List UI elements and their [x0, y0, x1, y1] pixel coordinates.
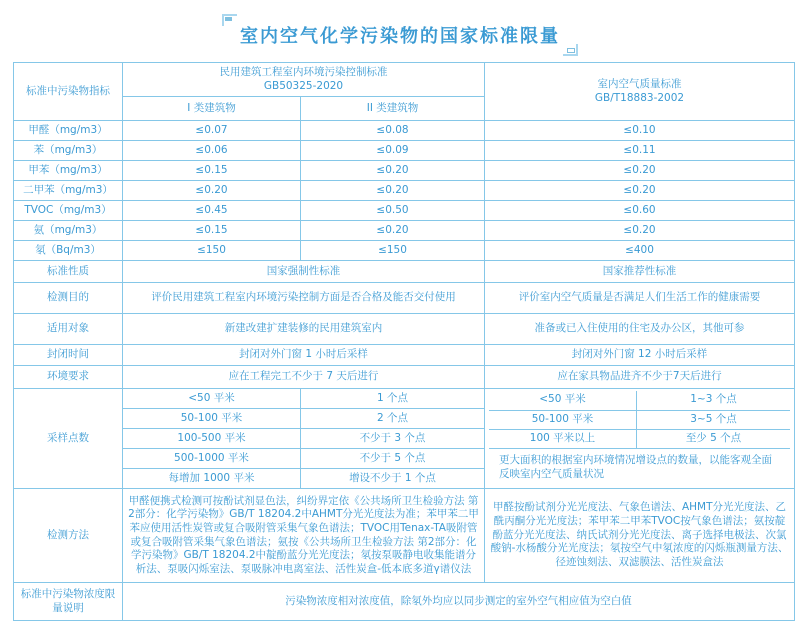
- class2-limit: ≤0.50: [301, 201, 485, 221]
- pollutant-row-xylene: [14, 181, 795, 201]
- gb-area: <50 平米: [123, 389, 301, 409]
- gb-area: 每增加 1000 平米: [123, 469, 301, 489]
- gbt-limit: ≤0.11: [485, 141, 795, 161]
- class1-limit: ≤0.15: [123, 221, 301, 241]
- class1-limit: ≤0.20: [123, 181, 301, 201]
- attribute-row-purpose: [14, 283, 795, 314]
- gbt-limit: ≤400: [485, 241, 795, 261]
- gbt18883-title: 室内空气质量标准: [597, 77, 682, 90]
- class2-limit: ≤0.20: [301, 221, 485, 241]
- gbt-points: 3~5 个点: [636, 410, 790, 429]
- gbt-value: 封闭对外门窗 12 小时后采样: [485, 345, 795, 366]
- attribute-label: 标准性质: [14, 261, 123, 283]
- attribute-row-closure: [14, 345, 795, 366]
- title-corner-bottomright-icon: [563, 44, 578, 56]
- header-indicator-cell: 标准中污染物指标: [14, 63, 123, 121]
- title-corner-topleft-icon: [222, 14, 237, 26]
- pollutant-name: TVOC（mg/m3）: [14, 201, 123, 221]
- pollutant-name: 苯（mg/m3）: [14, 141, 123, 161]
- header-gb50325-cell: [123, 63, 485, 97]
- sampling-label: 采样点数: [14, 389, 123, 489]
- gbt-points: 至少 5 个点: [636, 429, 790, 448]
- limit-note-row: [14, 583, 795, 621]
- class1-limit: ≤0.45: [123, 201, 301, 221]
- gbt-sampling-row: [489, 391, 790, 410]
- attribute-row-nature: [14, 261, 795, 283]
- title-block: [224, 14, 576, 56]
- limit-note-text: 污染物浓度相对浓度值，除氡外均应以同步测定的室外空气相应值为空白值: [123, 583, 795, 621]
- pollutant-name: 氡（Bq/m3）: [14, 241, 123, 261]
- gbt-limit: ≤0.60: [485, 201, 795, 221]
- gb-points: 1 个点: [301, 389, 485, 409]
- header-class2-cell: II 类建筑物: [301, 97, 485, 121]
- gbt-sampling-cell: [485, 389, 795, 489]
- class2-limit: ≤0.08: [301, 121, 485, 141]
- gb-points: 2 个点: [301, 409, 485, 429]
- pollutant-name: 氨（mg/m3）: [14, 221, 123, 241]
- methods-row: [14, 489, 795, 583]
- pollutant-row-ammonia: [14, 221, 795, 241]
- class1-limit: ≤0.06: [123, 141, 301, 161]
- class1-limit: ≤0.07: [123, 121, 301, 141]
- class1-limit: ≤150: [123, 241, 301, 261]
- pollutant-row-toluene: [14, 161, 795, 181]
- gbt-points: 1~3 个点: [636, 391, 790, 410]
- pollutant-name: 甲苯（mg/m3）: [14, 161, 123, 181]
- attribute-row-environment: [14, 366, 795, 389]
- attribute-row-target: [14, 314, 795, 345]
- gb-area: 100-500 平米: [123, 429, 301, 449]
- pollutant-row-radon: [14, 241, 795, 261]
- pollutant-row-formaldehyde: [14, 121, 795, 141]
- limit-note-label: 标准中污染物浓度限量说明: [14, 583, 123, 621]
- gb-value: 新建改建扩建装修的民用建筑室内: [123, 314, 485, 345]
- page-title: 室内空气化学污染物的国家标准限量: [240, 26, 560, 47]
- class2-limit: ≤0.20: [301, 161, 485, 181]
- sampling-row: [14, 389, 795, 409]
- gbt-limit: ≤0.20: [485, 161, 795, 181]
- gbt-area: 100 平米以上: [489, 429, 636, 448]
- gbt-sampling-row: [489, 410, 790, 429]
- gbt-value: 应在家具物品进齐不少于7天后进行: [485, 366, 795, 389]
- page-header: [0, 14, 800, 56]
- gb50325-code: GB50325-2020: [263, 79, 344, 92]
- attribute-label: 适用对象: [14, 314, 123, 345]
- attribute-label: 封闭时间: [14, 345, 123, 366]
- gbt-sampling-row: [489, 429, 790, 448]
- class2-limit: ≤0.20: [301, 181, 485, 201]
- gbt-methods-text: 甲醛按酚试剂分光光度法、气象色谱法、AHMT分光光度法、乙酰丙酮分光光度法；苯甲苯二甲苯TVOC按气象色谱法；氨按靛酚蓝分光光度法、纳氏试剂分光光度法、离子选择电极法、次氯酸钠-水杨酸分光光度法；氡按空气中氡浓度的闪烁瓶测量方法、径迹蚀刻法、双滤膜法、活性炭盒法: [485, 489, 795, 583]
- attribute-label: 环境要求: [14, 366, 123, 389]
- gbt-limit: ≤0.20: [485, 181, 795, 201]
- class2-limit: ≤150: [301, 241, 485, 261]
- gb-value: 国家强制性标准: [123, 261, 485, 283]
- gb50325-title: 民用建筑工程室内环境污染控制标准: [219, 65, 388, 78]
- gbt-area: <50 平米: [489, 391, 636, 410]
- gbt18883-code: GB/T18883-2002: [594, 91, 685, 104]
- header-gbt18883-cell: [485, 63, 795, 121]
- gb-points: 不少于 5 个点: [301, 449, 485, 469]
- gbt-value: 评价室内空气质量是否满足人们生活工作的健康需要: [485, 283, 795, 314]
- pollutant-row-tvoc: [14, 201, 795, 221]
- standards-table: [13, 62, 795, 621]
- methods-label: 检测方法: [14, 489, 123, 583]
- gb-methods-text: 甲醛便携式检测可按酚试剂显色法，纠纷界定依《公共场所卫生检验方法 第2部分：化学污染物》GB/T 18204.2中AHMT分光光度法为准；苯甲苯二甲苯应使用活性炭管或复合吸附管采集气象色谱法；TVOC用Tenax-TA吸附管或复合吸附管采集气象色谱法；氨按《公共场所卫生检验方法 第2部分：化学污染物》GB/T 18204.2中靛酚蓝分光光度法；氡按泵吸静电收集能谱分析法、泵吸闪烁室法、泵吸脉冲电离室法、活性炭盒-低本底多道γ谱仪法: [123, 489, 485, 583]
- gbt-sampling-note: 更大面积的根据室内环境情况增设点的数量，以能客观全面反映室内空气质量状况: [499, 454, 772, 481]
- attribute-label: 检测目的: [14, 283, 123, 314]
- gbt-limit: ≤0.10: [485, 121, 795, 141]
- class2-limit: ≤0.09: [301, 141, 485, 161]
- gbt-sampling-note-row: [489, 448, 790, 486]
- gb-value: 封闭对外门窗 1 小时后采样: [123, 345, 485, 366]
- gb-points: 增设不少于 1 个点: [301, 469, 485, 489]
- gbt-area: 50-100 平米: [489, 410, 636, 429]
- pollutant-name: 二甲苯（mg/m3）: [14, 181, 123, 201]
- gb-area: 500-1000 平米: [123, 449, 301, 469]
- gb-value: 应在工程完工不少于 7 天后进行: [123, 366, 485, 389]
- gb-points: 不少于 3 个点: [301, 429, 485, 449]
- class1-limit: ≤0.15: [123, 161, 301, 181]
- gb-area: 50-100 平米: [123, 409, 301, 429]
- header-class1-cell: I 类建筑物: [123, 97, 301, 121]
- gb-value: 评价民用建筑工程室内环境污染控制方面是否合格及能否交付使用: [123, 283, 485, 314]
- gbt-limit: ≤0.20: [485, 221, 795, 241]
- gbt-sampling-subtable: [489, 391, 790, 486]
- pollutant-row-benzene: [14, 141, 795, 161]
- gbt-value: 准备或已入住使用的住宅及办公区，其他可参: [485, 314, 795, 345]
- gbt-value: 国家推荐性标准: [485, 261, 795, 283]
- pollutant-name: 甲醛（mg/m3）: [14, 121, 123, 141]
